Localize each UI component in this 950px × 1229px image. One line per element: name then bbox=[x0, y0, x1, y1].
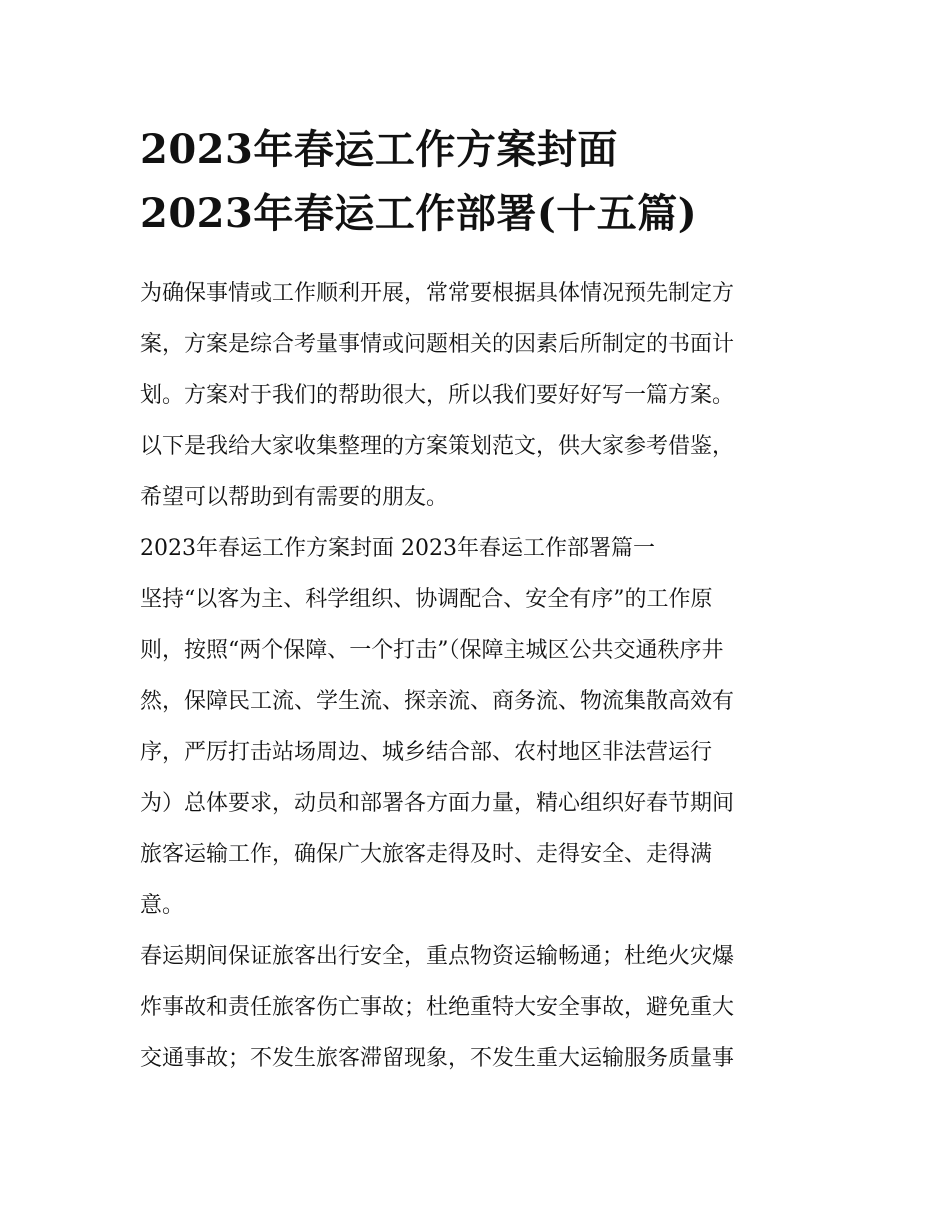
body-line: 序，严厉打击站场周边、城乡结合部、农村地区非法营运行 bbox=[140, 740, 713, 765]
document-title-line-2: 2023年春运工作部署(十五篇) bbox=[140, 190, 698, 237]
body-line: 然，保障民工流、学生流、探亲流、商务流、物流集散高效有 bbox=[140, 689, 735, 714]
body-line: 为确保事情或工作顺利开展，常常要根据具体情况预先制定方 bbox=[140, 281, 735, 306]
body-line: 旅客运输工作，确保广大旅客走得及时、走得安全、走得满 bbox=[140, 842, 713, 867]
body-line: 炸事故和责任旅客伤亡事故；杜绝重特大安全事故，避免重大 bbox=[140, 995, 735, 1020]
body-line: 案，方案是综合考量事情或问题相关的因素后所制定的书面计 bbox=[140, 332, 735, 357]
body-line: 则，按照“两个保障、一个打击”（保障主城区公共交通秩序井 bbox=[140, 638, 724, 663]
body-line: 希望可以帮助到有需要的朋友。 bbox=[140, 485, 449, 510]
body-line: 交通事故；不发生旅客滞留现象，不发生重大运输服务质量事 bbox=[140, 1046, 735, 1071]
document-content bbox=[140, 118, 820, 1084]
document-title-line-1: 2023年春运工作方案封面 bbox=[140, 126, 618, 173]
body-line: 以下是我给大家收集整理的方案策划范文，供大家参考借鉴， bbox=[140, 434, 735, 459]
body-line: 春运期间保证旅客出行安全，重点物资运输畅通；杜绝火灾爆 bbox=[140, 944, 735, 969]
body-line: 坚持“以客为主、科学组织、协调配合、安全有序”的工作原 bbox=[140, 587, 713, 612]
section-heading: 2023年春运工作方案封面 2023年春运工作部署篇一 bbox=[140, 536, 655, 561]
body-line: 划。方案对于我们的帮助很大，所以我们要好好写一篇方案。 bbox=[140, 383, 735, 408]
body-line: 为）总体要求，动员和部署各方面力量，精心组织好春节期间 bbox=[140, 791, 735, 816]
body-line: 意。 bbox=[140, 893, 185, 918]
